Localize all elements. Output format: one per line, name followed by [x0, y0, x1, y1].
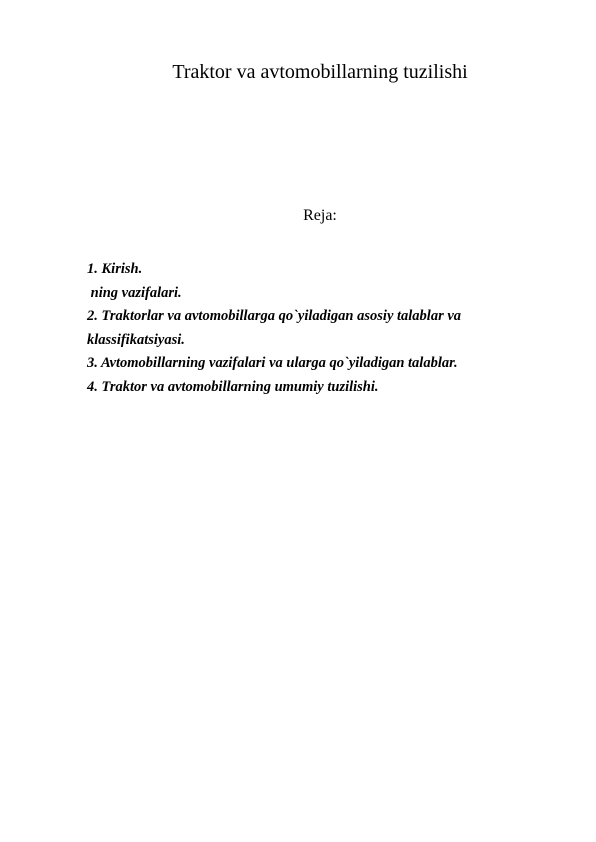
plan-heading: Reja: — [303, 207, 337, 224]
plan-item: 4. Traktor va avtomobillarning umumiy tuzilishi. — [87, 378, 379, 395]
plan-item: 3. Avtomobillarning vazifalari va ularga qo`yiladigan talablar. — [87, 355, 458, 371]
plan-item: ning vazifalari. — [87, 284, 182, 301]
plan-item: klassifikatsiyasi. — [87, 331, 185, 348]
plan-item: 1. Kirish. — [87, 261, 143, 277]
plan-item: 2. Traktorlar va avtomobillarga qo`yiladigan asosiy talablar va — [87, 308, 462, 324]
document-title: Traktor va avtomobillarning tuzilishi — [172, 61, 468, 83]
plan-list — [87, 258, 557, 399]
